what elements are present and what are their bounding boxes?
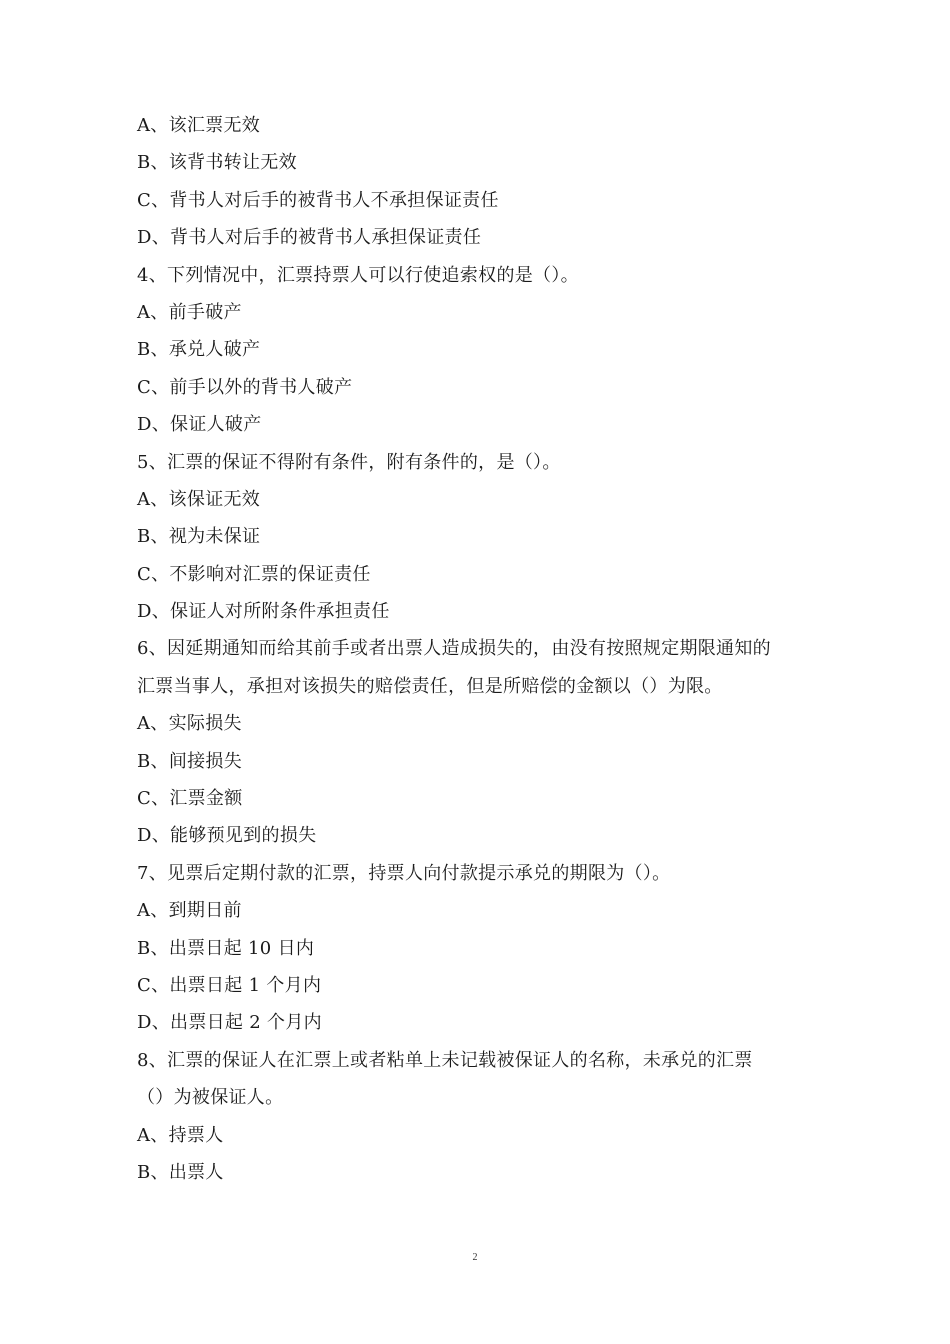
option-8-a: A、持票人 — [137, 1124, 224, 1146]
option-3-d: D、背书人对后手的被背书人承担保证责任 — [137, 227, 482, 249]
question-8-line-2: （）为被保证人。 — [137, 1087, 284, 1109]
option-4-a: A、前手破产 — [137, 301, 242, 323]
option-6-a: A、实际损失 — [137, 713, 242, 735]
option-3-b: B、该背书转让无效 — [137, 152, 297, 174]
page-number: 2 — [472, 1252, 478, 1263]
option-5-d: D、保证人对所附条件承担责任 — [137, 601, 390, 623]
option-8-b: B、出票人 — [137, 1161, 224, 1183]
option-5-c: C、不影响对汇票的保证责任 — [137, 563, 371, 585]
question-8-line-1: 8、汇票的保证人在汇票上或者粘单上未记载被保证人的名称，未承兑的汇票 — [137, 1049, 753, 1071]
option-3-a: A、该汇票无效 — [137, 115, 261, 136]
question-6-line-2: 汇票当事人，承担对该损失的赔偿责任，但是所赔偿的金额以（）为限。 — [137, 675, 723, 697]
question-7: 7、见票后定期付款的汇票，持票人向付款提示承兑的期限为（）。 — [137, 862, 671, 884]
option-7-c: C、出票日起 1 个月内 — [137, 974, 322, 996]
option-6-c: C、汇票金额 — [137, 788, 243, 810]
document-body — [137, 107, 817, 1191]
option-7-d: D、出票日起 2 个月内 — [137, 1012, 322, 1034]
option-7-a: A、到期日前 — [137, 900, 242, 922]
option-4-b: B、承兑人破产 — [137, 339, 261, 361]
option-4-d: D、保证人破产 — [137, 414, 262, 436]
option-4-c: C、前手以外的背书人破产 — [137, 376, 353, 398]
option-6-d: D、能够预见到的损失 — [137, 825, 317, 847]
option-5-b: B、视为未保证 — [137, 526, 261, 548]
option-6-b: B、间接损失 — [137, 750, 243, 772]
option-3-c: C、背书人对后手的被背书人不承担保证责任 — [137, 189, 499, 211]
question-5: 5、汇票的保证不得附有条件，附有条件的，是（）。 — [137, 451, 561, 473]
option-5-a: A、该保证无效 — [137, 488, 261, 510]
question-4: 4、下列情况中，汇票持票人可以行使追索权的是（）。 — [137, 264, 579, 286]
option-7-b: B、出票日起 10 日内 — [137, 937, 315, 959]
question-6-line-1: 6、因延期通知而给其前手或者出票人造成损失的，由没有按照规定期限通知的 — [137, 638, 771, 660]
